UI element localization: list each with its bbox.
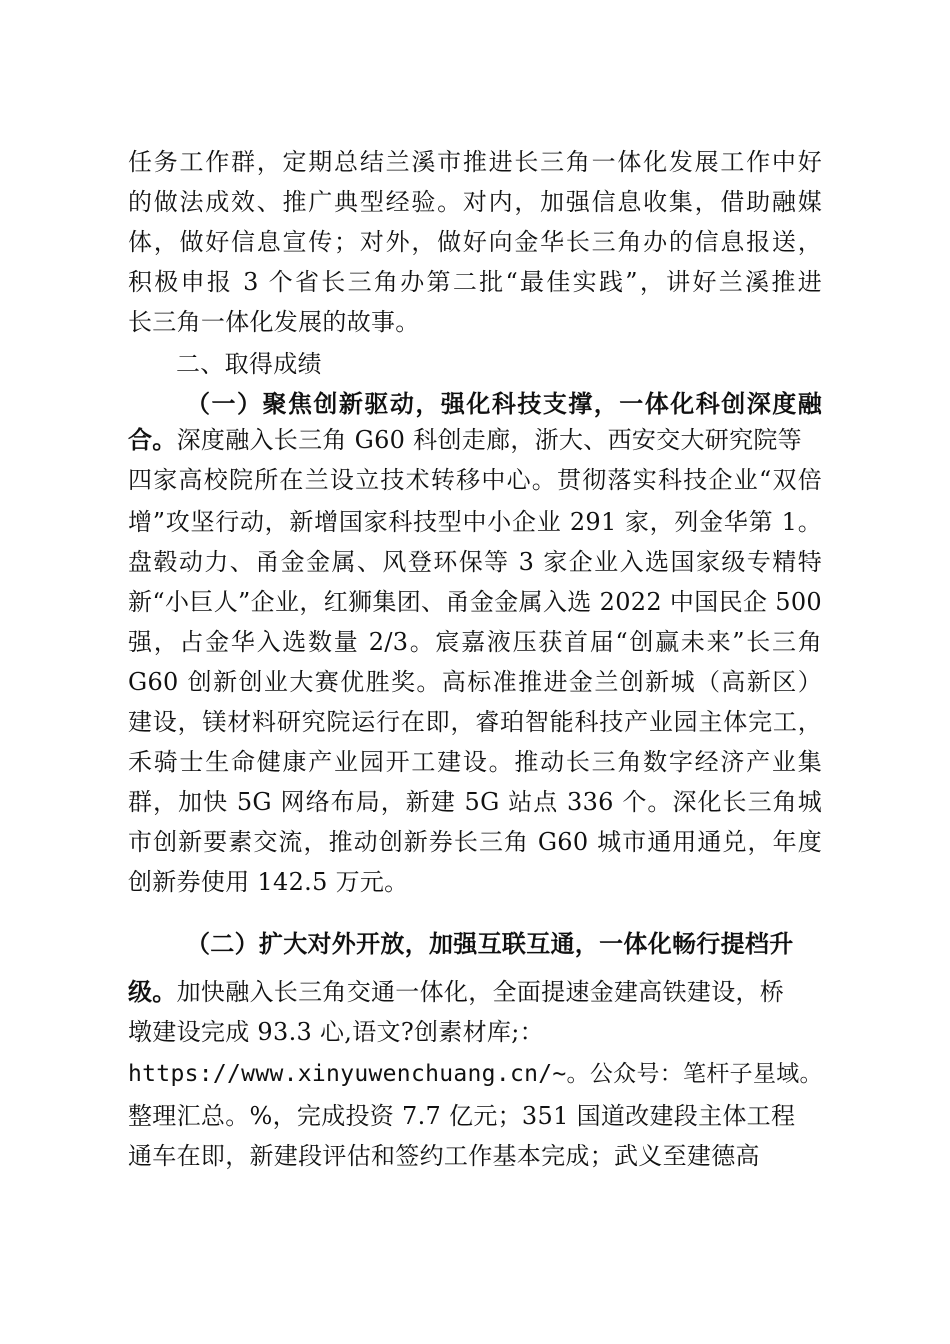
text-line: https://www.xinyuwenchuang.cn/~。公众号：笔杆子星域。 bbox=[128, 1061, 823, 1087]
text-line: 建设，镁材料研究院运行在即，睿珀智能科技产业园主体完工， bbox=[128, 708, 822, 736]
text-line: 的做法成效、推广典型经验。对内，加强信息收集，借助融媒 bbox=[128, 188, 822, 216]
subheading-1-tail: 合。 bbox=[128, 426, 177, 454]
text-line: G60 创新创业大赛优胜奖。高标准推进金兰创新城（高新区） bbox=[128, 668, 822, 696]
text-line: 强，占金华入选数量 2/3。宸嘉液压获首届“创赢未来”长三角 bbox=[128, 628, 822, 656]
text-line: 创新券使用 142.5 万元。 bbox=[128, 868, 409, 896]
section-heading: 二、取得成绩 bbox=[176, 350, 322, 378]
subheading-2-tail: 级。 bbox=[128, 978, 177, 1006]
text-line: 墩建设完成 93.3 心,语文?创素材库;： bbox=[128, 1018, 544, 1046]
text-line: 长三角一体化发展的故事。 bbox=[128, 308, 420, 336]
text-line: 增”攻坚行动，新增国家科技型中小企业 291 家，列金华第 1。 bbox=[128, 508, 822, 536]
text-span: 加快融入长三角交通一体化，全面提速金建高铁建设，桥 bbox=[176, 978, 785, 1006]
text-line: 群，加快 5G 网络布局，新建 5G 站点 336 个。深化长三角城 bbox=[128, 788, 822, 816]
text-line: 体，做好信息宣传；对外，做好向金华长三角办的信息报送， bbox=[128, 228, 822, 256]
text-line: 通车在即，新建段评估和签约工作基本完成；武义至建德高 bbox=[128, 1142, 760, 1170]
text-line: 四家高校院所在兰设立技术转移中心。贯彻落实科技企业“双倍 bbox=[128, 466, 822, 494]
text-line: 新“小巨人”企业，红狮集团、甬金金属入选 2022 中国民企 500 bbox=[128, 588, 822, 616]
text-line: 任务工作群，定期总结兰溪市推进长三角一体化发展工作中好 bbox=[128, 148, 822, 176]
text-line: 市创新要素交流，推动创新券长三角 G60 城市通用通兑，年度 bbox=[128, 828, 822, 856]
paragraph-line-with-heading-tail bbox=[128, 976, 784, 1008]
text-span: 深度融入长三角 G60 科创走廊，浙大、西安交大研究院等 bbox=[176, 426, 802, 454]
subheading-2: （二）扩大对外开放，加强互联互通，一体化畅行提档升 bbox=[186, 930, 794, 958]
text-line: 禾骑士生命健康产业园开工建设。推动长三角数字经济产业集 bbox=[128, 748, 822, 776]
text-line: 积极申报 3 个省长三角办第二批“最佳实践”，讲好兰溪推进 bbox=[128, 268, 822, 296]
subheading-1: （一）聚焦创新驱动，强化科技支撑，一体化科创深度融 bbox=[186, 390, 822, 418]
text-line: 整理汇总。%，完成投资 7.7 亿元；351 国道改建段主体工程 bbox=[128, 1102, 796, 1130]
text-line: 盘毂动力、甬金金属、风登环保等 3 家企业入选国家级专精特 bbox=[128, 548, 822, 576]
paragraph-line-with-heading-tail bbox=[128, 424, 802, 456]
